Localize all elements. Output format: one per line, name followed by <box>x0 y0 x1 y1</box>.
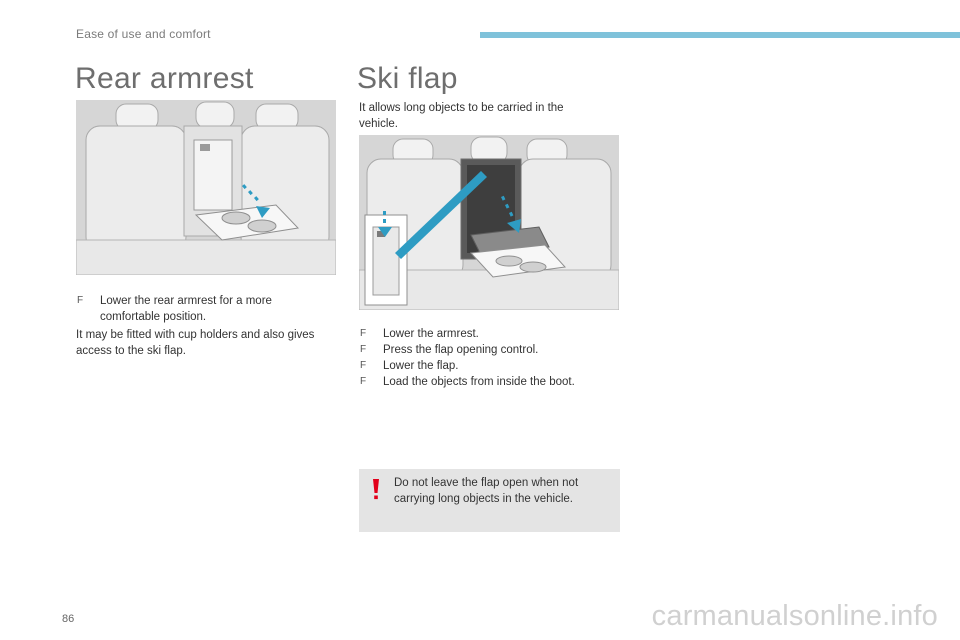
ski-flap-title: Ski flap <box>357 62 458 95</box>
list-item <box>359 326 609 342</box>
exclamation-icon <box>371 479 381 501</box>
bullet-glyph-icon: F <box>360 376 367 387</box>
step-text: Press the flap opening control. <box>383 344 539 356</box>
header-accent-bar <box>480 32 960 38</box>
list-item <box>359 374 609 390</box>
step-text: Load the objects from inside the boot. <box>383 376 575 388</box>
warning-text: Do not leave the flap open when not carrying long objects in the vehicle. <box>394 477 579 505</box>
page-number: 86 <box>62 613 75 625</box>
step-text: Lower the armrest. <box>383 328 479 340</box>
step-text: Lower the flap. <box>383 360 459 372</box>
section-header: Ease of use and comfort <box>76 27 211 41</box>
rear-armrest-steps <box>76 293 326 325</box>
bullet-glyph-icon: F <box>360 360 367 371</box>
list-item <box>76 293 326 325</box>
ski-flap-steps <box>359 326 609 390</box>
rear-armrest-title: Rear armrest <box>75 62 254 95</box>
step-text: Lower the rear armrest for a more comfortable position. <box>100 295 272 323</box>
list-item <box>359 342 609 358</box>
warning-box <box>359 469 620 532</box>
ski-flap-intro: It allows long objects to be carried in the vehicle. <box>359 102 564 130</box>
watermark: carmanualsonline.info <box>651 600 938 632</box>
ski-flap-illustration <box>359 135 619 310</box>
bullet-glyph-icon: F <box>77 295 84 306</box>
rear-armrest-paragraph: It may be fitted with cup holders and also gives access to the ski flap. <box>76 329 315 357</box>
bullet-glyph-icon: F <box>360 344 367 355</box>
list-item <box>359 358 609 374</box>
rear-armrest-illustration <box>76 100 336 275</box>
bullet-glyph-icon: F <box>360 328 367 339</box>
